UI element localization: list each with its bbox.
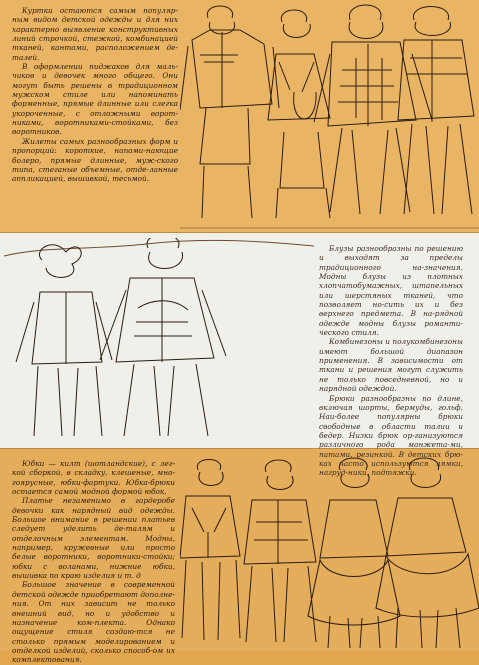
skirts-dresses-illustration	[180, 452, 479, 651]
jackets-illustration	[180, 0, 479, 232]
vests-paragraph: Жилеты самых разнообразных форм и пропорций: короткие, напоми-нающие болеро, прямые длинные, муж-ского типа, стеганые объемные, отде-ланные аппликацией, вышивкой, тесьмой.	[12, 136, 178, 184]
accessories-paragraph: Большое значение в современной детской одежде приобретают дополне-ния. От них зависит не только внешний вид, но и удобство и назначение ком-плекта. Однако ощущение стиля создаю-тся не столько прямым моделированием и отделкой изделий, сколько способ-ом их комплектования.	[12, 580, 175, 665]
skirts-text-block	[12, 459, 175, 665]
trousers-paragraph: Брюки разнообразны по длине, включая шорты, бермуды, гольф. Наи-более популярны брюки свободные в области талии и бедер. Низки брюк ор-ганизуются различного рода манжета-ми, патами, резинкой. В детских брю-ках часто используются лямки, нагруд-ники, подтяжки.	[319, 393, 463, 478]
blazers-paragraph: В оформлении пиджаков для маль-чиков и девочек много общего. Они могут быть решены в традиционном мужском стиле или напоминать форменные, прямые длинные или слегка укороченные, с отложными ворот-никами, воротниками-стойками, без воротников.	[12, 62, 178, 137]
jackets-text-block	[12, 6, 178, 184]
jackets-paragraph: Куртки остаются самым популяр-ным видом детской одежды и для них характерно выявление конструктивных линий строчкой, стежкой, комбинацией тканей, кантами, расположением де-талей.	[12, 6, 178, 62]
dresses-paragraph: Платье незаменимо в гардеробе девочки как нарядный вид одежды. Большое внимание в решении платьев следует уделить де-талям и отделочным элементам. Модны, например, кружевные или просто белые воротники, воротники-стойки; юбки с воланами, нижние юбки, вышивка по краю изделия и т. д	[12, 496, 175, 581]
overalls-paragraph: Комбинезоны и полукомбинезоны имеют большой диапазон применения. В зависимости от ткани и решения могут служить не только повседневной, но и нарядной одеждой.	[319, 337, 463, 394]
blouses-paragraph: Блузы разнообразны по решению и выходят за пределы традиционного на-значения. Модны блузы из плотных хлопчатобумажных, штапельных или шерстяных тканей, что позволяет но-сить их и без верхнего предмета. В на-рядной одежде модны блузы романти-ческого стиля.	[319, 244, 463, 338]
divider-top	[0, 232, 479, 233]
blouses-illustration	[4, 238, 314, 448]
skirts-paragraph: Юбки — килт (шотландские), с лег-кой сборкой, в складку, клешеные, мно-гоярусные, юбки-фартуки. Юбка-брюки остается самой модной формой юбок.	[12, 459, 175, 497]
blouses-text-block	[319, 244, 463, 478]
